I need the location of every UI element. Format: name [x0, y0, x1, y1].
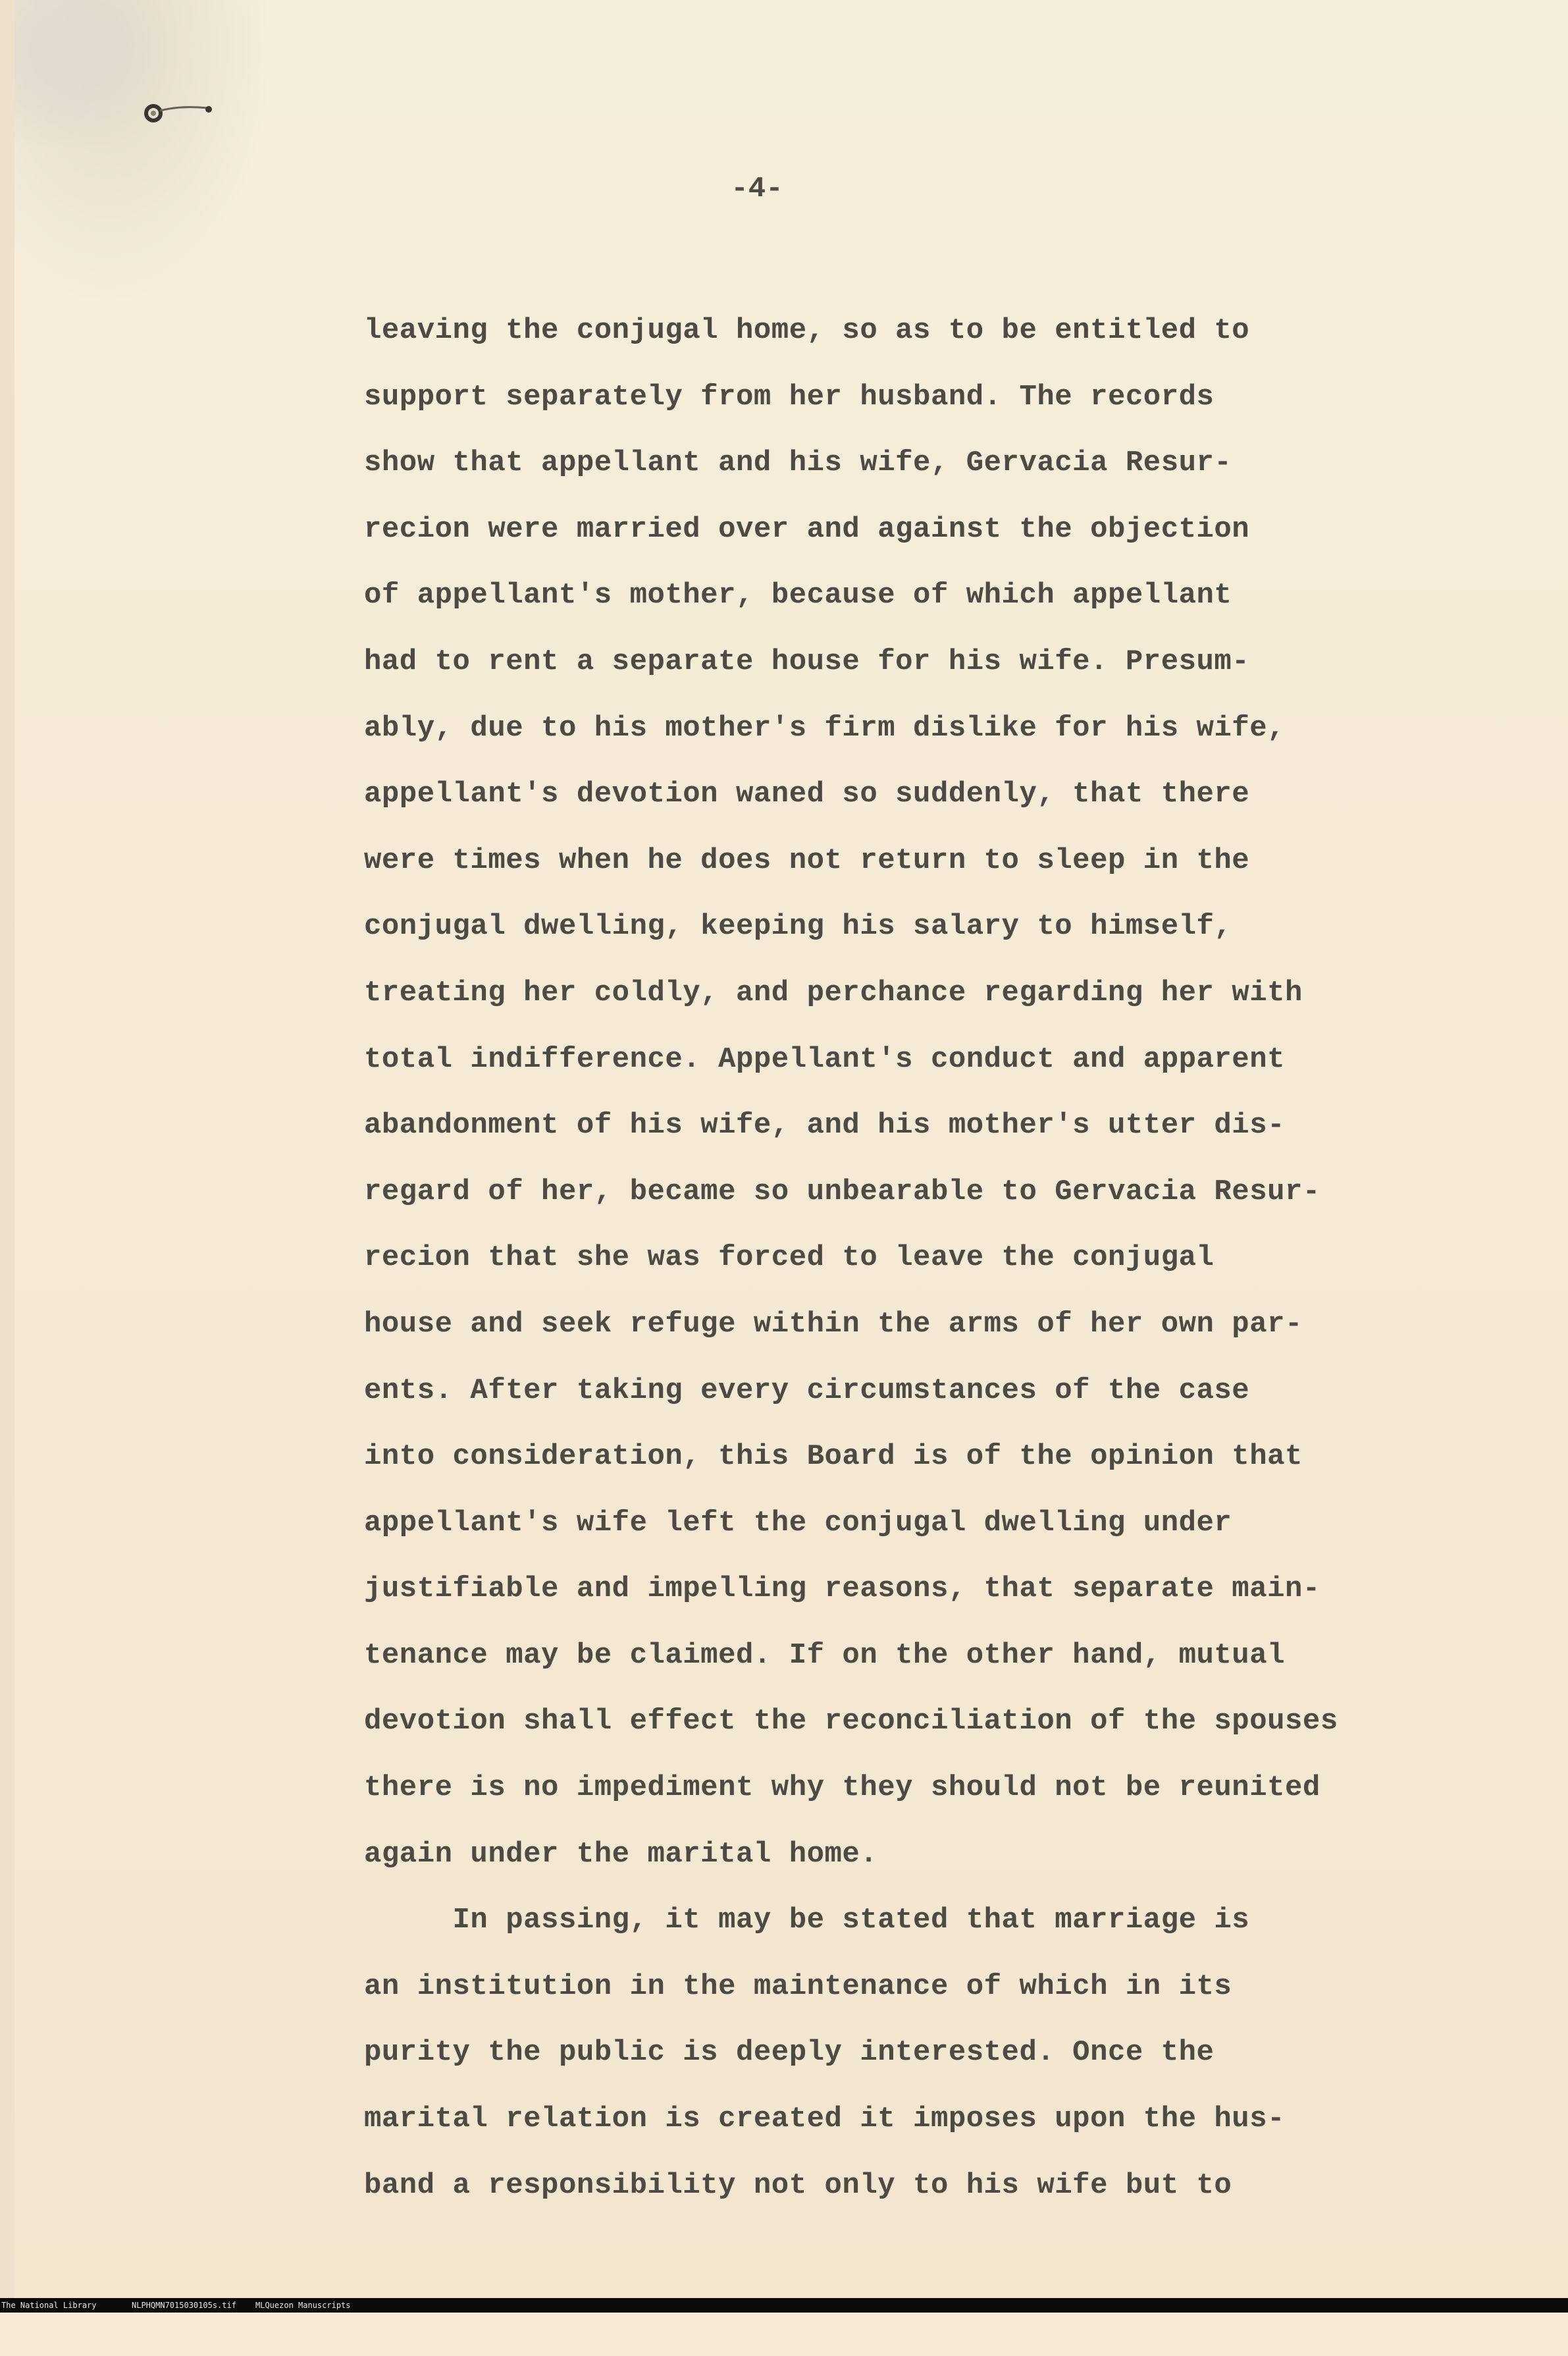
text-line: recion that she was forced to leave the conjugal — [364, 1241, 1215, 1275]
text-line: house and seek refuge within the arms of her own par- — [364, 1307, 1303, 1341]
text-line: conjugal dwelling, keeping his salary to himself, — [364, 910, 1232, 944]
text-line: justifiable and impelling reasons, that separate main- — [364, 1572, 1320, 1606]
text-line: of appellant's mother, because of which appellant — [364, 579, 1232, 612]
scan-footer-bar — [0, 2298, 1568, 2313]
text-line: again under the marital home. — [364, 1837, 878, 1871]
text-line: support separately from her husband. The records — [364, 380, 1215, 414]
text-line: tenance may be claimed. If on the other hand, mutual — [364, 1638, 1286, 1672]
text-line: band a responsibility not only to his wife but to — [364, 2168, 1232, 2202]
text-line: ably, due to his mother's firm dislike for his wife, — [364, 711, 1286, 745]
text-line: regard of her, became so unbearable to Gervacia Resur- — [364, 1175, 1320, 1208]
text-line: leaving the conjugal home, so as to be entitled to — [364, 314, 1250, 347]
body-text — [364, 298, 1496, 2218]
text-line: had to rent a separate house for his wife. Presum- — [364, 645, 1250, 678]
text-line: there is no impediment why they should not be reunited — [364, 1771, 1320, 1805]
text-line: appellant's wife left the conjugal dwelling under — [364, 1506, 1232, 1539]
footer-collection: MLQuezon Manuscripts — [255, 2301, 351, 2310]
text-line: abandonment of his wife, and his mother's utter dis- — [364, 1109, 1286, 1142]
text-line: an institution in the maintenance of which in its — [364, 1969, 1232, 2003]
text-line: total indifference. Appellant's conduct and apparent — [364, 1042, 1286, 1076]
text-line: purity the public is deeply interested. Once the — [364, 2036, 1215, 2070]
text-line: show that appellant and his wife, Gervacia Resur- — [364, 446, 1232, 480]
footer-library: The National Library — [1, 2301, 97, 2310]
scan-left-edge — [0, 0, 14, 2298]
text-line: were times when he does not return to sleep in the — [364, 843, 1250, 877]
text-line: devotion shall effect the reconciliation of the spouses — [364, 1705, 1338, 1738]
page-number: -4- — [731, 173, 783, 205]
text-line: In passing, it may be stated that marriage is — [364, 1904, 1250, 1937]
text-line: into consideration, this Board is of the opinion that — [364, 1440, 1303, 1474]
footer-file-id: NLPHQMN7015030105s.tif — [132, 2301, 236, 2310]
text-line: marital relation is created it imposes upon the hus- — [364, 2102, 1286, 2136]
text-line: treating her coldly, and perchance regarding her with — [364, 976, 1303, 1009]
staple-mark — [135, 99, 221, 125]
text-line: appellant's devotion waned so suddenly, that there — [364, 778, 1250, 811]
text-line: recion were married over and against the objection — [364, 512, 1250, 546]
text-line: ents. After taking every circumstances of the case — [364, 1374, 1250, 1407]
